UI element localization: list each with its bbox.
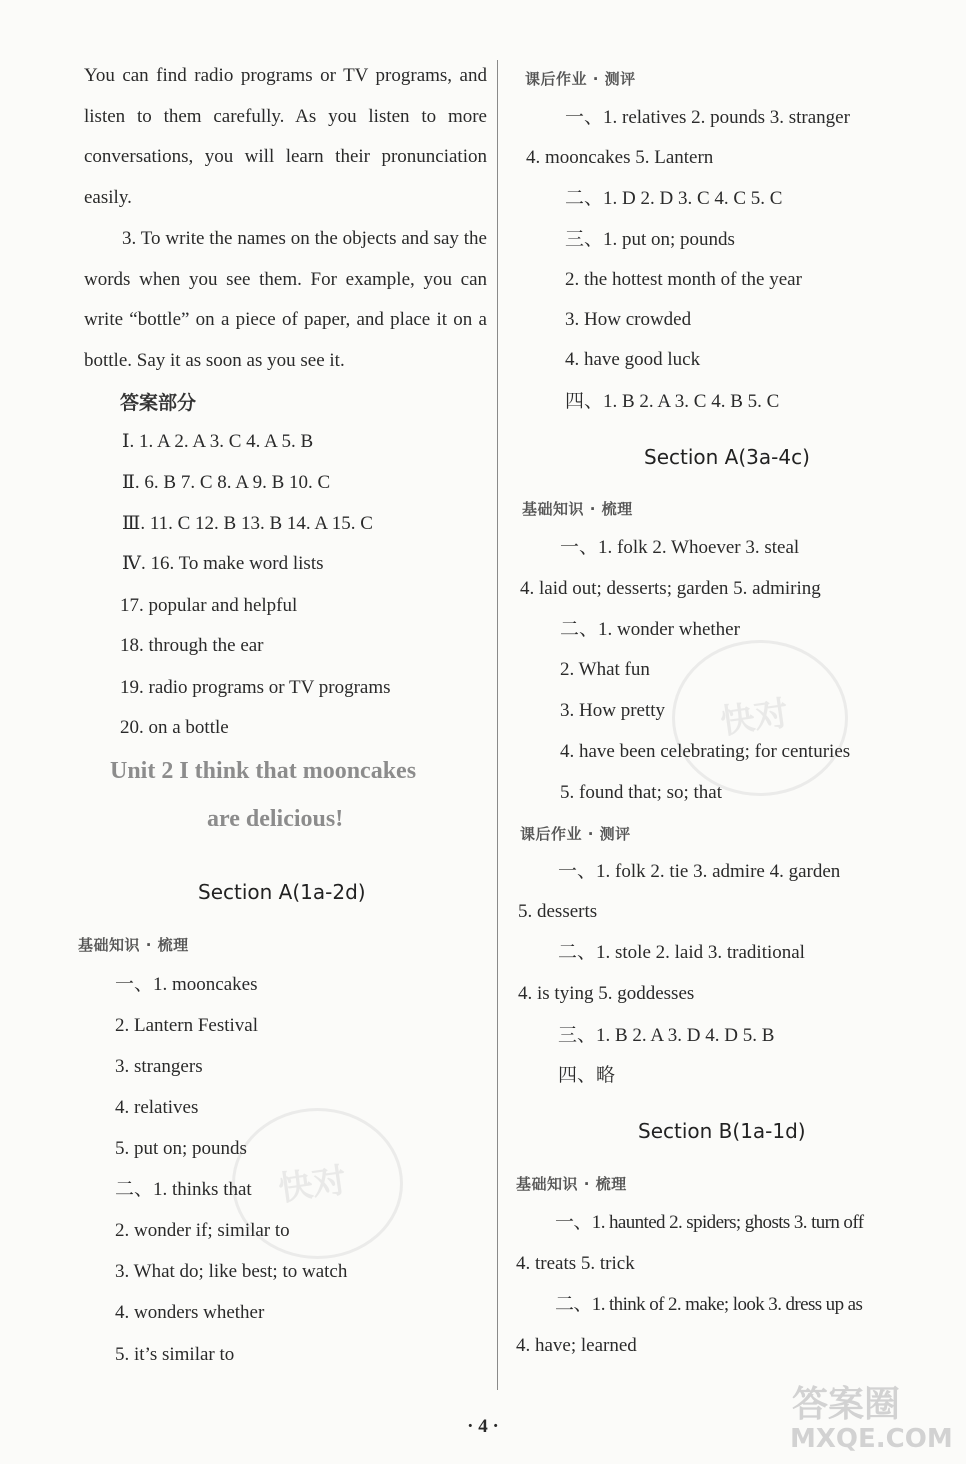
answer-line: 20. on a bottle bbox=[120, 717, 229, 738]
answer-line: 三、1. put on; pounds bbox=[565, 229, 735, 250]
answer-line: 2. Lantern Festival bbox=[115, 1015, 258, 1036]
answer-line: 4. have been celebrating; for centuries bbox=[560, 741, 851, 762]
answer-line: 四、1. B 2. A 3. C 4. B 5. C bbox=[565, 391, 780, 412]
answer-line: 4. laid out; desserts; garden 5. admiring bbox=[520, 578, 821, 599]
page-number: · 4 · bbox=[467, 1416, 499, 1437]
section-title-b: Section B(1a-1d) bbox=[638, 1119, 806, 1143]
answer-line: Ⅳ. 16. To make word lists bbox=[122, 553, 324, 574]
answer-line: 二、1. stole 2. laid 3. traditional bbox=[558, 942, 805, 963]
watermark-corner-logo: 答案圈 bbox=[792, 1384, 901, 1425]
answer-line: 17. popular and helpful bbox=[120, 595, 298, 616]
unit-title-line1: Unit 2 I think that mooncakes bbox=[110, 758, 417, 784]
answer-line: 4. is tying 5. goddesses bbox=[518, 983, 695, 1004]
subheading-basics: 基础知识 · 梳理 bbox=[522, 500, 633, 518]
watermark-corner-url: MXQE.COM bbox=[790, 1424, 953, 1454]
watermark-stamp-text-left: 快对 bbox=[276, 1160, 349, 1210]
answer-line: 2. wonder if; similar to bbox=[115, 1220, 290, 1241]
answer-line: 一、1. relatives 2. pounds 3. stranger bbox=[565, 107, 850, 128]
answer-line: 2. the hottest month of the year bbox=[565, 269, 802, 290]
answer-line: 4. wonders whether bbox=[115, 1302, 265, 1323]
subheading-homework: 课后作业 · 测评 bbox=[525, 70, 636, 88]
column-divider bbox=[497, 60, 498, 1390]
answer-line: 5. put on; pounds bbox=[115, 1138, 247, 1159]
answer-line: 四、略 bbox=[558, 1065, 616, 1086]
answer-line: 三、1. B 2. A 3. D 4. D 5. B bbox=[558, 1025, 775, 1046]
answer-line: 2. What fun bbox=[560, 659, 650, 680]
unit-title-line2: are delicious! bbox=[207, 806, 344, 832]
subheading-basics: 基础知识 · 梳理 bbox=[516, 1175, 627, 1193]
answer-line: 一、1. folk 2. Whoever 3. steal bbox=[560, 537, 800, 558]
answer-line: 一、1. folk 2. tie 3. admire 4. garden bbox=[558, 861, 841, 882]
answer-line: 一、1. haunted 2. spiders; ghosts 3. turn off bbox=[555, 1212, 864, 1233]
subheading-homework: 课后作业 · 测评 bbox=[520, 825, 631, 843]
intro-paragraph-2: 3. To write the names on the objects and say the words when you see them. For example, you can write “bottle” on a piece of paper, and place it on a bottle. Say it as soon as you see it. bbox=[84, 228, 487, 371]
answer-line: 19. radio programs or TV programs bbox=[120, 677, 391, 698]
answer-line: 二、1. D 2. D 3. C 4. C 5. C bbox=[565, 188, 783, 209]
answer-line: 4. have; learned bbox=[516, 1335, 637, 1356]
answer-line: 4. mooncakes 5. Lantern bbox=[526, 147, 714, 168]
answers-heading: 答案部分 bbox=[120, 392, 197, 414]
answer-line: Ⅰ. 1. A 2. A 3. C 4. A 5. B bbox=[122, 431, 314, 452]
answer-line: 二、1. wonder whether bbox=[560, 619, 740, 640]
answer-line: 3. How crowded bbox=[565, 309, 692, 330]
answer-line: Ⅲ. 11. C 12. B 13. B 14. A 15. C bbox=[122, 513, 373, 534]
answer-line: 4. relatives bbox=[115, 1097, 199, 1118]
answer-line: 二、1. think of 2. make; look 3. dress up as bbox=[555, 1294, 863, 1315]
watermark-stamp-text-right: 快对 bbox=[718, 693, 791, 743]
answer-line: 一、1. mooncakes bbox=[115, 974, 258, 995]
answer-line: 二、1. thinks that bbox=[115, 1179, 252, 1200]
answer-line: 3. How pretty bbox=[560, 700, 666, 721]
answer-line: 5. desserts bbox=[518, 901, 598, 922]
answer-line: 5. found that; so; that bbox=[560, 782, 723, 803]
answer-line: 3. What do; like best; to watch bbox=[115, 1261, 348, 1282]
answer-line: 4. treats 5. trick bbox=[516, 1253, 635, 1274]
answer-line: 3. strangers bbox=[115, 1056, 203, 1077]
section-title-a1: Section A(1a-2d) bbox=[198, 880, 366, 904]
answer-line: 18. through the ear bbox=[120, 635, 264, 656]
subheading-basics: 基础知识 · 梳理 bbox=[78, 936, 189, 954]
answer-line: Ⅱ. 6. B 7. C 8. A 9. B 10. C bbox=[122, 472, 331, 493]
intro-paragraph-1: You can find radio programs or TV programs, and listen to them carefully. As you listen to more conversations, you will learn their pronunciation easily. bbox=[84, 65, 487, 208]
answer-line: 5. it’s similar to bbox=[115, 1344, 235, 1365]
section-title-a2: Section A(3a-4c) bbox=[644, 445, 810, 469]
answer-line: 4. have good luck bbox=[565, 349, 701, 370]
